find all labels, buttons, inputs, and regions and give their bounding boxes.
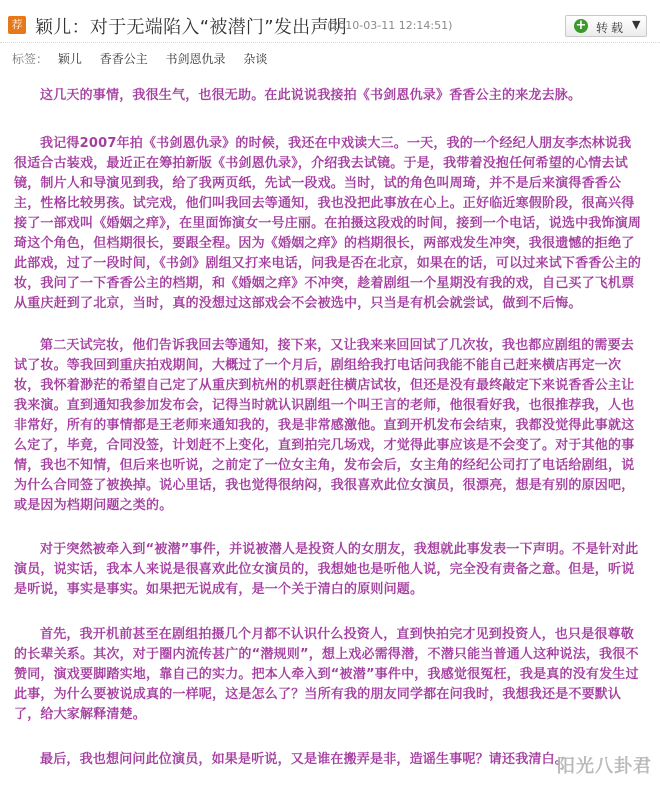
article-paragraph-clarification: 首先，我开机前甚至在剧组拍摄几个月都不认识什么投资人，直到快拍完才见到投资人，也只是很尊敬的长辈关系。其次，对于圈内流传甚广的“潜规则”，想上戏必需得潜，不潜只能当普通人这种说法，我很不赞同，演戏要脚踏实地，靠自己的实力。把本人牵入到“被潜”事件中，我感觉很冤枉，我是真的没有发生过此事，为什么要被说成真的一样呢，这是怎么了？当所有我的朋友同学都在问我时，我想我还是不要默认了，给大家解释清楚。: [14, 627, 639, 722]
article-paragraph-makeup-test: 第二天试完妆，他们告诉我回去等通知，接下来，又让我来来回回试了几次妆，我也都应剧组的需要去试了妆。等我回到重庆拍戏期间，大概过了一个月后，剧组给我打电话问我能不能自己赶来横店再定一次妆，我怀着渺茫的希望自己定了从重庆到杭州的机票赶往横店试妆，但还是没有最终敲定下来说香香公主让我来演。直到通知我参加发布会，记得当时就认识剧组一个叫王言的老师，他很看好我，也很推荐我，人也非常好，所有的事情都是王老师来通知我的，我是非常感激他。直到开机发布会结束，我都没觉得此事就这么定了，毕竟，合同没签，计划赶不上变化，直到拍完几场戏，才觉得此事应该是不会变了。对于其他的事情，我也不知情，但后来也听说，之前定了一位女主角，发布会后，女主角的经纪公司打了电话给剧组，说为什么合同签了被换掉。说心里话，我也觉得很纳闷，我很喜欢此位女演员，很漂亮，想是有别的原因吧，或是因为档期问题之类的。: [14, 338, 635, 513]
article-paragraph-intro: 这几天的事情，我很生气，也很无助。在此说说我接拍《书剑恩仇录》香香公主的来龙去脉。: [40, 88, 582, 103]
recommend-badge: 荐: [8, 16, 26, 34]
tag-link[interactable]: 香香公主: [99, 52, 148, 66]
dropdown-arrow-icon[interactable]: ▼: [632, 18, 641, 31]
tag-list: [12, 50, 281, 67]
article-paragraph-audition: 我记得2007年拍《书剑恩仇录》的时候，我还在中戏读大三。一天，我的一个经纪人朋友李杰林说我很适合古装戏，最近正在筹拍新版《书剑恩仇录》，介绍我去试镜。于是，我带着没抱任何希望的心情去试镜，制片人和导演见到我，给了我两页纸，先试一段戏。当时，试的角色叫周琦，并不是后来演得香香公主，性格比较男孩。试完戏，他们叫我回去等通知，我也没把此事放在心上。正好临近寒假阶段，很高兴得接了一部戏叫《婚姻之痒》，在里面饰演女一号庄丽。在拍摄这段戏的时间，接到一个电话，说选中我饰演周琦这个角色，但档期很长，要跟全程。因为《婚姻之痒》的档期很长，两部戏发生冲突，我很遗憾的拒绝了此部戏，过了一段时间，《书剑》剧组又打来电话，问我是否在北京，如果在的话，可以过来试下香香公主的妆，我问了一下香香公主的档期，和《婚姻之痒》不冲突，趁着剧组一个星期没有我的戏，自己买了飞机票从重庆赶到了北京，当时，真的没想过这部戏会不会被选中，只当是有机会就尝试，做到不后悔。: [14, 136, 642, 311]
article-paragraph-closing: 最后，我也想问问此位演员，如果是听说，又是谁在搬弄是非，造谣生事呢？请还我清白。: [40, 752, 569, 767]
article-paragraph-statement: 对于突然被牵入到“被潜”事件，并说被潜人是投资人的女朋友，我想就此事发表一下声明。不是针对此演员，说实话，我本人来说是很喜欢此位女演员的，我想她也是听他人说，完全没有责备之意。但是，听说是听说，事实是事实。如果把无说成有，是一个关于清白的原则问题。: [14, 542, 639, 597]
tag-link[interactable]: 书剑恩仇录: [165, 52, 226, 66]
tag-link[interactable]: 杂谈: [243, 52, 268, 66]
post-timestamp: (2010-03-11 12:14:51): [327, 19, 453, 32]
repost-button[interactable]: [565, 15, 647, 37]
post-title: 颖儿：对于无端陷入“被潜门”发出声明: [35, 17, 348, 38]
watermark-text: 阳光八卦君: [557, 756, 652, 777]
post-header: [0, 0, 660, 43]
repost-button-label: 转载: [596, 21, 627, 35]
plus-circle-icon: +: [575, 18, 587, 33]
tags-label: 标签：: [12, 52, 49, 66]
tag-link[interactable]: 颖儿: [57, 52, 82, 66]
